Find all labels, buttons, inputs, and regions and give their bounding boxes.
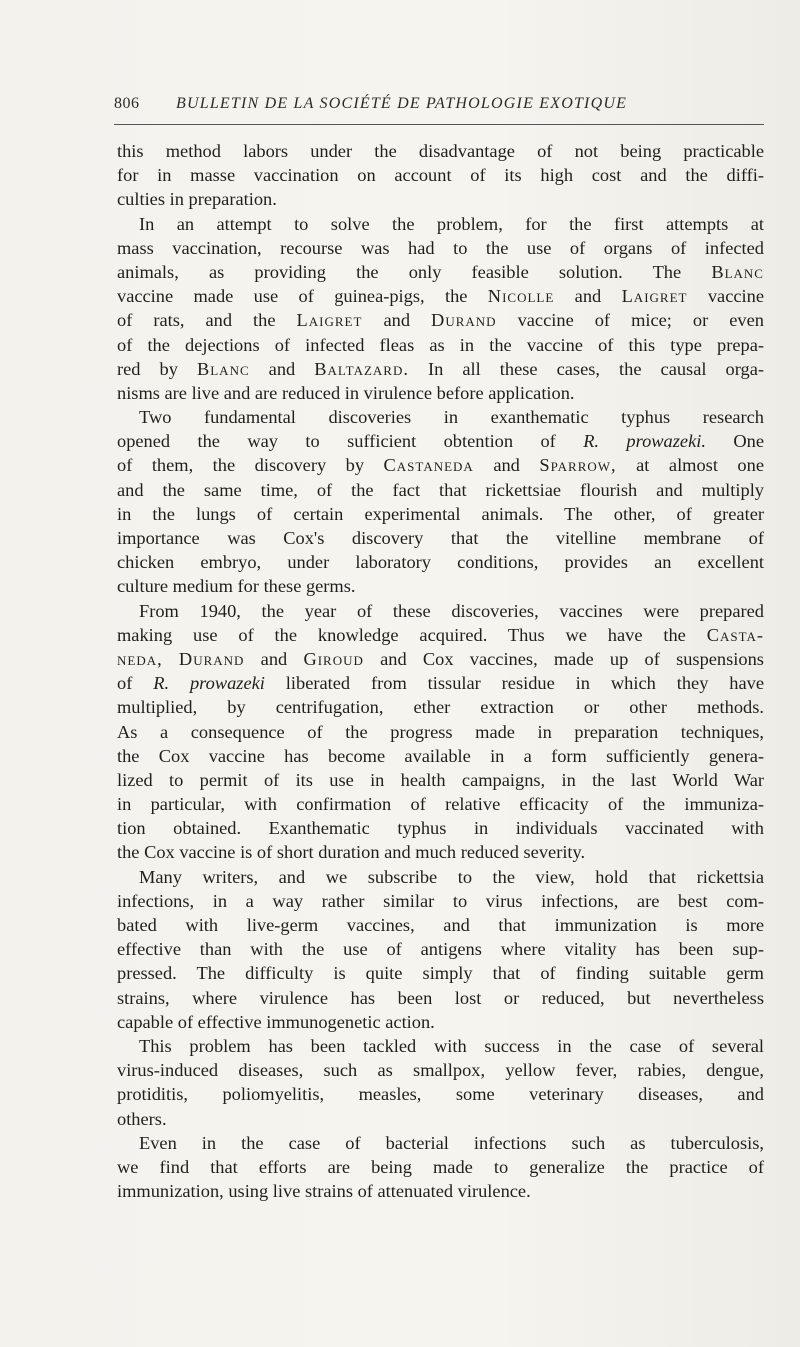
text-line: others.: [117, 1108, 167, 1129]
text-line: chicken embryo, under laboratory conditions, provides an excellent: [117, 552, 764, 573]
text-line: [117, 284, 764, 308]
text-line: lized to permit of its use in health campaigns, in the last World War: [117, 769, 764, 790]
text-line: for in masse vaccination on account of its high cost and the diffi-: [117, 165, 764, 186]
text-line: virus-induced diseases, such as smallpox, yellow fever, rabies, dengue,: [117, 1060, 764, 1081]
species-name: R. prowazeki.: [583, 431, 706, 452]
text-span: and: [574, 286, 602, 307]
text-line: pressed. The difficulty is quite simply that of finding suitable germ: [117, 963, 764, 984]
text-line: strains, where virulence has been lost or reduced, but nevertheless: [117, 987, 764, 1008]
author-name: neda,: [117, 648, 163, 669]
author-name: Laigret: [621, 286, 688, 307]
text-span: vaccine made use of guinea-pigs, the: [117, 286, 468, 307]
text-line: culties in preparation.: [117, 189, 277, 210]
text-span: and: [268, 358, 296, 379]
text-line: As a consequence of the progress made in preparation techniques,: [117, 721, 764, 742]
text-span: vaccine of mice; or even: [517, 310, 764, 331]
text-line: this method labors under the disadvantage of not being practicable: [117, 141, 764, 161]
text-span: at almost one: [636, 455, 764, 476]
text-span: opened the way to sufficient obtention of: [117, 431, 556, 452]
text-line: in particular, with confirmation of relative efficacity of the immuniza-: [117, 794, 764, 815]
text-line: [117, 647, 764, 671]
text-line: Even in the case of bacterial infections such as tuberculosis,: [139, 1132, 764, 1153]
text-line: and the same time, of the fact that rickettsiae flourish and multiply: [117, 479, 764, 500]
text-line: importance was Cox's discovery that the vitelline membrane of: [117, 528, 764, 548]
text-line: in the lungs of certain experimental animals. The other, of greater: [117, 503, 764, 524]
text-line: culture medium for these germs.: [117, 576, 356, 597]
text-span: of them, the discovery by: [117, 455, 365, 476]
text-span: making use of the knowledge acquired. Thus we have the: [117, 624, 686, 645]
text-span: and: [383, 310, 411, 331]
text-line: [117, 357, 764, 381]
text-line: [117, 308, 764, 332]
text-line: In an attempt to solve the problem, for the first attempts at: [139, 213, 764, 234]
text-line: multiplied, by centrifugation, ether extraction or other methods.: [117, 697, 764, 718]
text-line: immunization, using live strains of attenuated virulence.: [117, 1181, 531, 1202]
author-name: Blanc: [196, 358, 250, 379]
text-line: bated with live-germ vaccines, and that immunization is more: [117, 915, 764, 935]
text-line: [117, 671, 764, 695]
text-line: [117, 429, 764, 453]
species-name: R. prowazeki: [153, 673, 265, 694]
text-span: and: [260, 648, 288, 669]
author-name: Nicolle: [487, 286, 555, 307]
body-text: [117, 139, 764, 1203]
text-line: of the dejections of infected fleas as in the vaccine of this type prepa-: [117, 334, 764, 355]
text-span: and Cox vaccines, made up of suspensions: [380, 648, 764, 669]
author-name: Giroud: [303, 648, 364, 669]
text-line: protiditis, poliomyelitis, measles, some veterinary diseases, and: [117, 1084, 764, 1105]
author-name: Laigret: [296, 310, 363, 331]
text-line: tion obtained. Exanthematic typhus in individuals vaccinated with: [117, 818, 764, 839]
text-span: of: [117, 673, 133, 694]
text-span: red by: [117, 358, 178, 379]
text-line: [117, 260, 764, 284]
author-name: Durand: [431, 310, 497, 331]
author-name: Durand: [178, 648, 245, 669]
running-title: BULLETIN DE LA SOCIÉTÉ DE PATHOLOGIE EXOTIQUE: [176, 95, 628, 112]
author-name: Blanc: [711, 261, 764, 282]
author-name: Baltazard.: [314, 358, 409, 379]
text-line: From 1940, the year of these discoveries, vaccines were prepared: [139, 600, 764, 621]
text-span: of rats, and the: [117, 310, 276, 331]
text-line: infections, in a way rather similar to virus infections, are best com-: [117, 890, 764, 911]
text-line: effective than with the use of antigens where vitality has been sup-: [117, 939, 764, 960]
author-name: Casta-: [706, 624, 764, 645]
text-span: vaccine: [707, 286, 764, 307]
text-line: mass vaccination, recourse was had to the use of organs of infected: [117, 237, 764, 258]
author-name: Sparrow,: [539, 455, 617, 476]
page-header: [114, 95, 762, 119]
text-line: the Cox vaccine has become available in a form sufficiently genera-: [117, 745, 764, 766]
text-line: [117, 623, 764, 647]
page-number: 806: [114, 95, 140, 112]
text-line: nisms are live and are reduced in virulence before application.: [117, 382, 575, 403]
text-span: liberated from tissular residue in which they have: [285, 673, 764, 694]
text-span: and: [493, 455, 520, 476]
text-span: animals, as providing the only feasible solution. The: [117, 261, 682, 282]
text-line: Many writers, and we subscribe to the view, hold that rickettsia: [139, 866, 764, 887]
text-span: In all these cases, the causal orga-: [428, 358, 764, 379]
author-name: Castaneda: [383, 455, 474, 476]
text-line: This problem has been tackled with success in the case of several: [139, 1035, 764, 1056]
text-line: we find that efforts are being made to generalize the practice of: [117, 1156, 764, 1177]
text-line: Two fundamental discoveries in exanthematic typhus research: [139, 407, 764, 428]
text-span: One: [733, 431, 764, 452]
header-rule: [114, 124, 764, 125]
text-line: capable of effective immunogenetic action.: [117, 1011, 435, 1032]
text-line: the Cox vaccine is of short duration and much reduced severity.: [117, 842, 586, 863]
text-line: [117, 453, 764, 477]
